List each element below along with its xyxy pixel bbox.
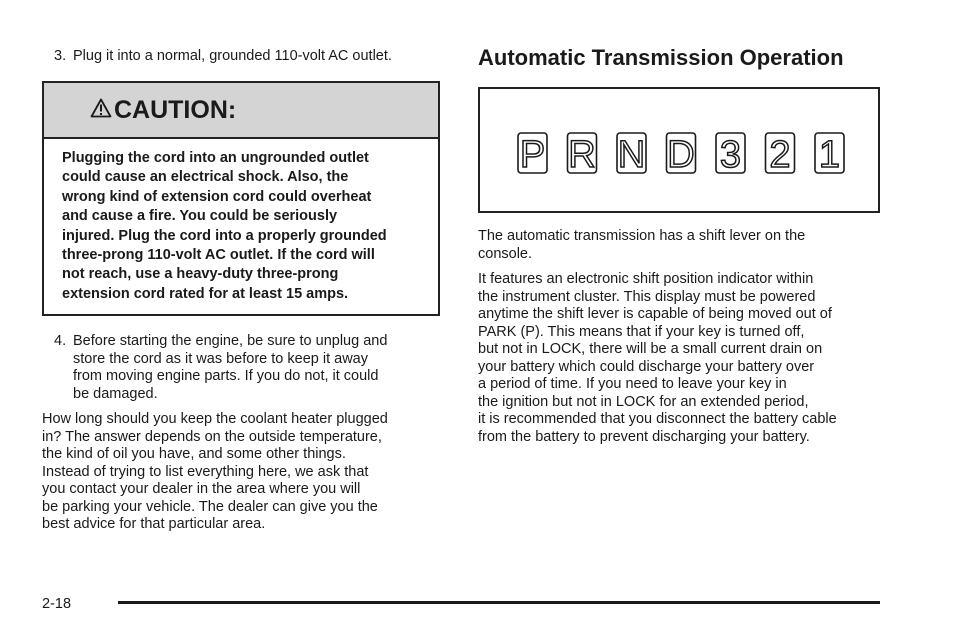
caution-line: Plugging the cord into an ungrounded outlet [62,150,369,166]
gear-label: D [667,134,695,176]
gear-position-3 [716,133,745,176]
paragraph-line: a period of time. If you need to leave your key in [478,376,787,392]
gear-label: P [519,134,546,176]
paragraph-line: anytime the shift lever is capable of being moved out of [478,306,832,322]
step-text: Plug it into a normal, grounded 110-volt AC outlet. [73,48,392,64]
caution-line: not reach, use a heavy-duty three-prong [62,266,339,283]
step-number: 4. [54,333,67,349]
caution-line: injured. Plug the cord into a properly grounded [62,227,387,244]
gear-label: R [568,134,596,176]
caution-line: and cause a fire. You could be seriously [62,208,338,225]
paragraph-line: be parking your vehicle. The dealer can give you the [42,498,378,515]
paragraph-line: The automatic transmission has a shift lever on the [478,228,806,244]
gear-positions-svg [480,89,878,211]
gear-position-P [518,133,547,176]
step-line: be damaged. [73,385,158,402]
gear-label: 2 [769,134,791,176]
paragraph-line: the ignition but not in LOCK for an extended period, [478,393,809,410]
shift-indicator-illustration [478,87,880,213]
paragraph-line: you contact your dealer in the area where you will [42,481,361,497]
shift-indicator-paragraph [478,271,880,446]
paragraph-line: How long should you keep the coolant heater plugged [42,411,388,427]
caution-line: three-prong 110-volt AC outlet. If the cord will [62,247,375,264]
paragraph-line: the instrument cluster. This display must be powered [478,288,816,305]
caution-line: wrong kind of extension cord could overheat [62,188,372,205]
gear-position-R [568,133,597,176]
gear-position-1 [815,133,844,176]
paragraph-line: best advice for that particular area. [42,516,266,532]
gear-position-2 [766,133,795,176]
gear-label: 3 [719,134,742,176]
footer-rule [118,601,880,604]
paragraph-line: your battery which could discharge your battery over [478,358,815,375]
gear-position-N [617,133,646,176]
section-heading: Automatic Transmission Operation [478,45,844,70]
paragraph-line: the kind of oil you have, and some other things. [42,446,346,462]
warning-triangle-icon [90,98,112,118]
caution-line: could cause an electrical shock. Also, the [62,169,349,186]
paragraph-line: Instead of trying to list everything here, we ask that [42,463,369,480]
gear-label: 1 [818,134,841,176]
gear-position-D [667,133,696,176]
caution-line: extension cord rated for at least 15 amps. [62,285,349,302]
caution-title: CAUTION: [114,96,237,124]
paragraph-line: from the battery to prevent discharging your battery. [478,428,810,445]
paragraph-line: PARK (P). This means that if your key is turned off, [478,323,805,340]
caution-text [62,149,424,304]
step-line: from moving engine parts. If you do not, it could [73,368,379,384]
page-number: 2-18 [42,596,72,612]
step-line: store the cord as it was before to keep it away [73,350,368,367]
paragraph-line: but not in LOCK, there will be a small current drain on [478,341,823,357]
caution-header [44,83,438,139]
step-number: 3. [54,48,67,64]
step-text [73,333,444,403]
step-line: Before starting the engine, be sure to unplug and [73,333,388,349]
caution-box [42,81,440,316]
paragraph-line: console. [478,245,533,262]
paragraph-line: in? The answer depends on the outside temperature, [42,428,382,445]
coolant-heater-paragraph [42,411,444,534]
paragraph-line: it is recommended that you disconnect the battery cable [478,411,837,427]
paragraph-line: It features an electronic shift position indicator within [478,271,814,287]
transmission-intro-paragraph [478,228,880,263]
gear-label: N [617,134,646,176]
